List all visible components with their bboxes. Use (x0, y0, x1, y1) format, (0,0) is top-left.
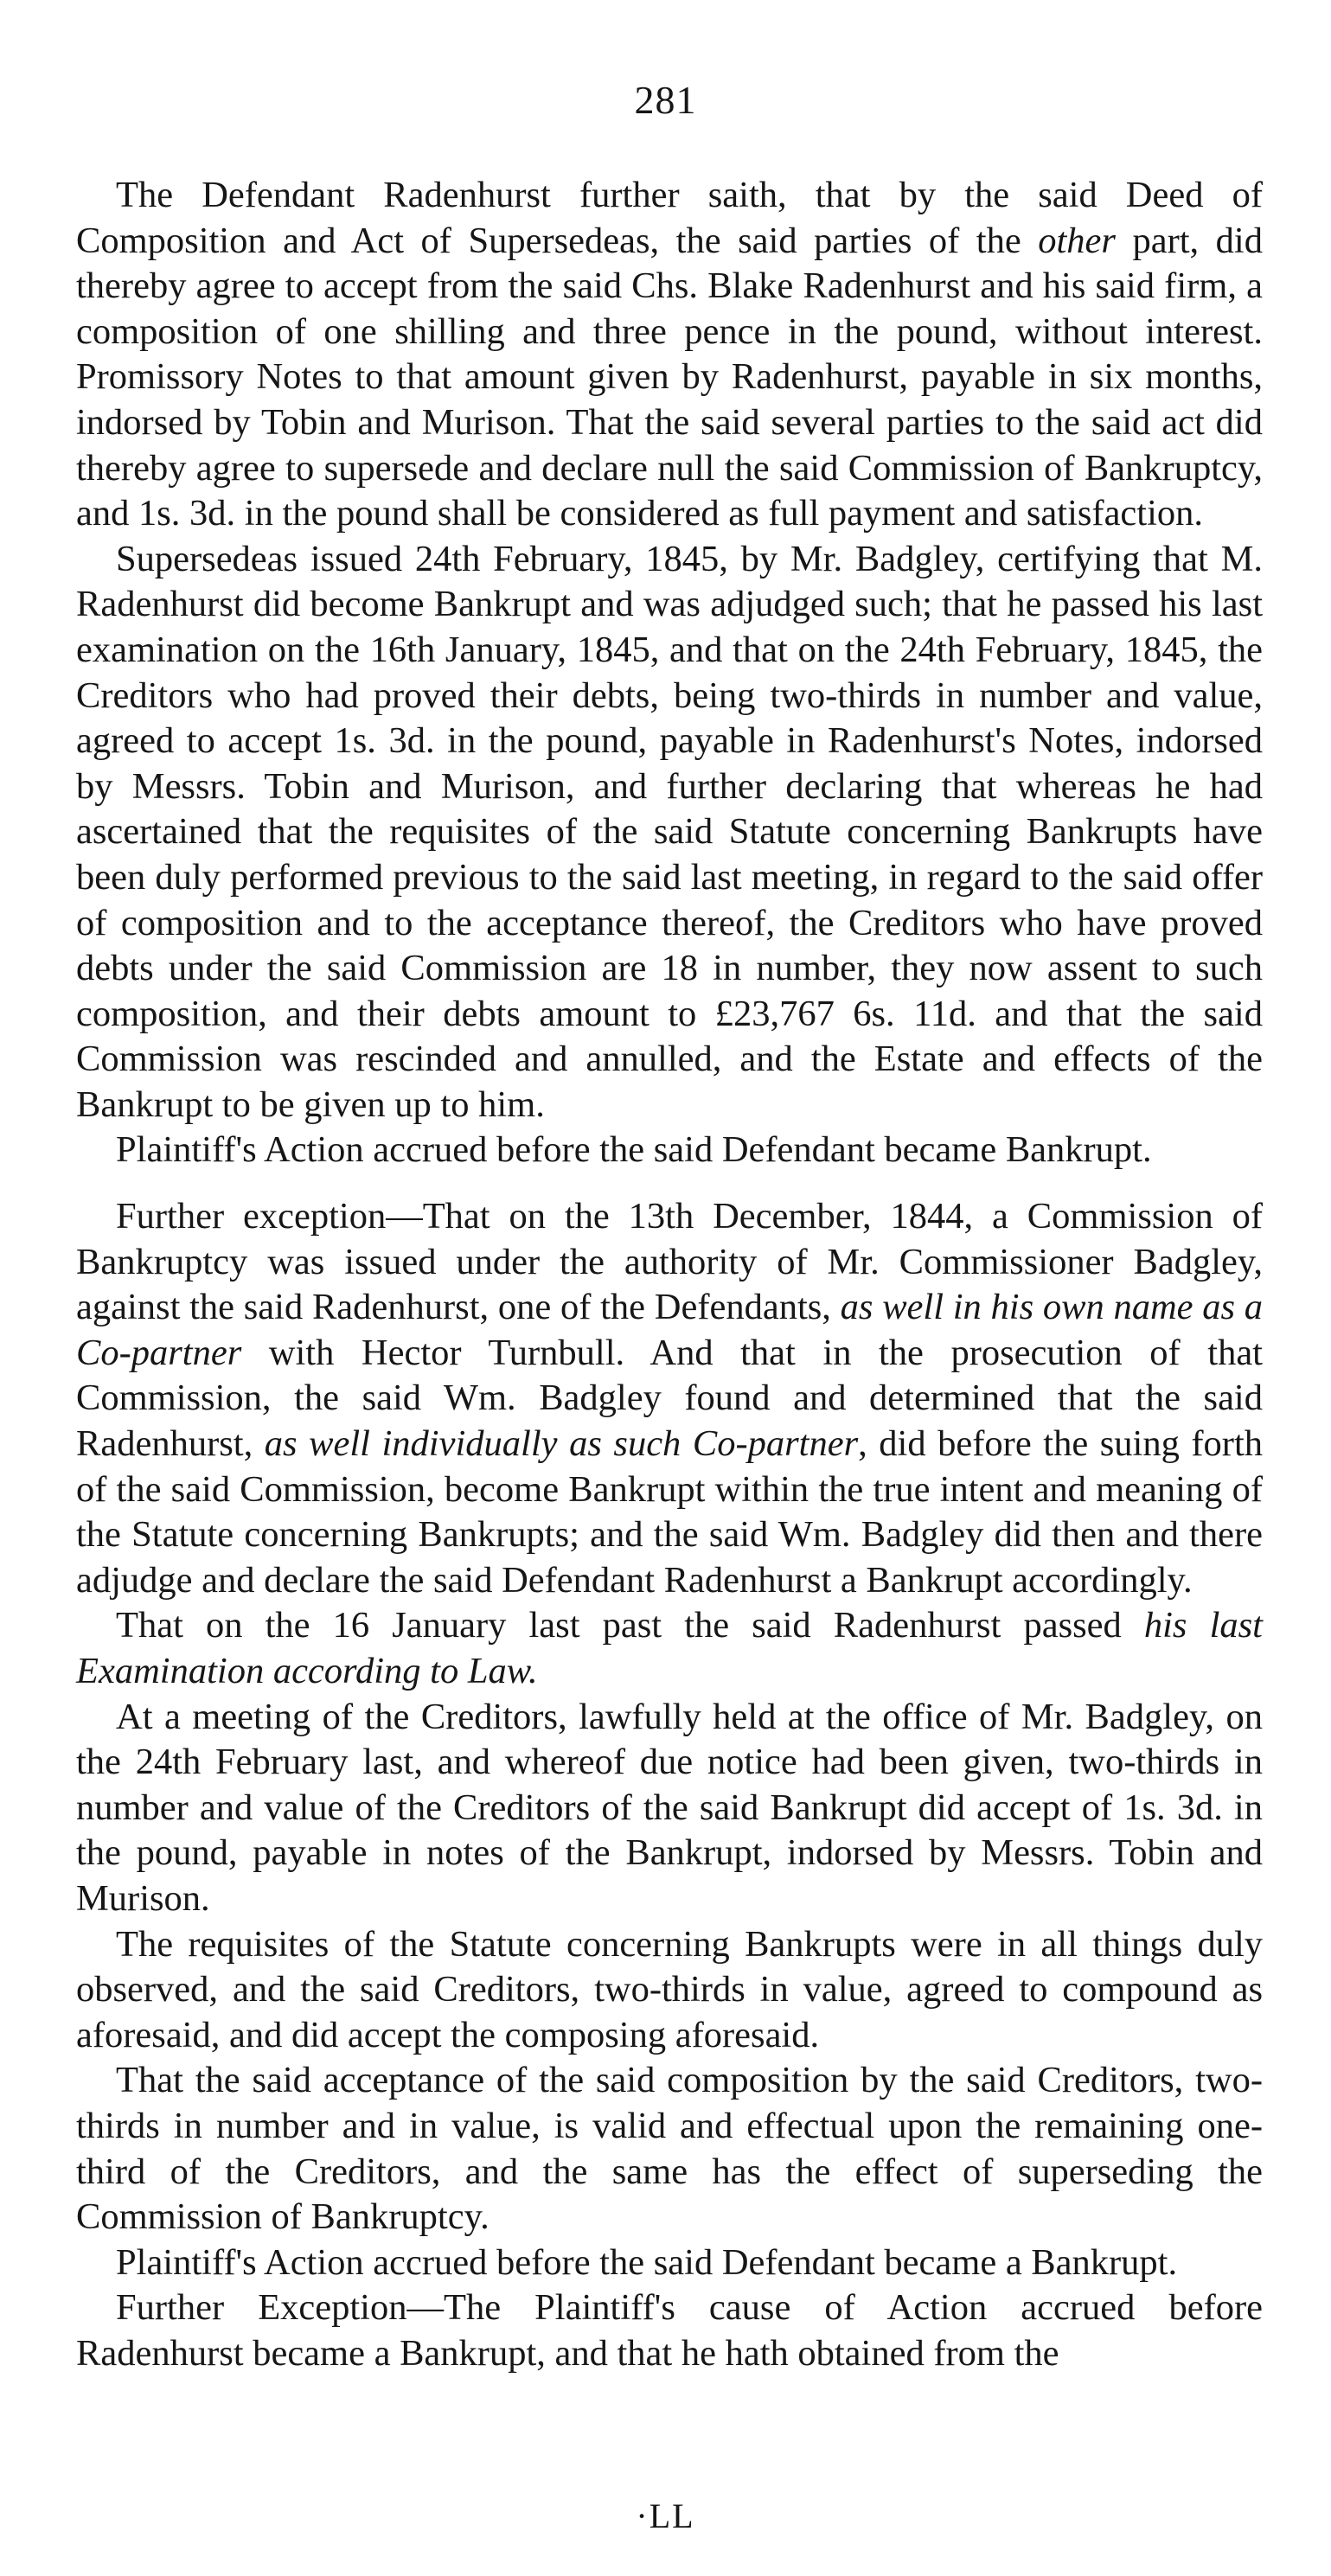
paragraph (76, 173, 1263, 537)
paragraph (76, 1128, 1263, 1173)
paragraph-text: Further exception—That on the 13th December, 1844, a Commission of Bankruptcy was issued under the authority of Mr. Commissioner Badgley, against the said Radenhurst, one of the Defendants, (76, 1196, 1263, 1328)
body-text (76, 173, 1263, 2377)
italic-text: as well individually as such Co-partner (264, 1423, 859, 1465)
paragraph (76, 1922, 1263, 2059)
paragraph (76, 2240, 1263, 2286)
paragraph-text: Further Exception—The Plaintiff's cause of Action accrued before Radenhurst became a Bankrupt, and that he hath obtained from the (76, 2287, 1263, 2374)
paragraph (76, 1194, 1263, 1603)
italic-text: other (1038, 220, 1116, 261)
paragraph (76, 1603, 1263, 1694)
page-number: 281 (634, 78, 697, 122)
paragraph-text: The requisites of the Statute concerning Bankrupts were in all things duly observed, and the said Creditors, two-thirds in value, agreed to compound as aforesaid, and did accept the composing aforesaid. (76, 1923, 1263, 2055)
signature-mark: ·LL (636, 2496, 695, 2535)
italic-text: his last Examination according to Law. (76, 1605, 1263, 1691)
paragraph (76, 2058, 1263, 2240)
paragraph-text: , did before the suing forth of the said Commission, become Bankrupt within the true intent and meaning of the Statute concerning Bankrupts; and the said Wm. Badgley did then and there adjudge and declare the said Defendant Radenhurst a Bankrupt accordingly. (76, 1423, 1263, 1601)
paragraph-text: part, did thereby agree to accept from the said Chs. Blake Radenhurst and his said firm, a composition of one shilling and three pence in the pound, without interest. Promissory Notes to that amount given by Radenhurst, payable in six months, indorsed by Tobin and Murison. That the said several parties to the said act did thereby agree to supersede and declare null the said Commission of Bankruptcy, and 1s. 3d. in the pound shall be considered as full payment and satisfaction. (76, 220, 1263, 534)
paragraph-text: At a meeting of the Creditors, lawfully held at the office of Mr. Badgley, on the 24th February last, and whereof due notice had been given, two-thirds in number and value of the Creditors of the said Bankrupt did accept of 1s. 3d. in the pound, payable in notes of the Bankrupt, indorsed by Messrs. Tobin and Murison. (76, 1696, 1263, 1919)
paragraph-text: Supersedeas issued 24th February, 1845, by Mr. Badgley, certifying that M. Radenhurst did become Bankrupt and was adjudged such; that he passed his last examination on the 16th January, 1845, and that on the 24th February, 1845, the Creditors who had proved their debts, being two-thirds in number and value, agreed to accept 1s. 3d. in the pound, payable in Radenhurst's Notes, indorsed by Messrs. Tobin and Murison, and further declaring that whereas he had ascertained that the requisites of the said Statute concerning Bankrupts have been duly performed previous to the said last meeting, in regard to the said offer of composition and to the acceptance thereof, the Creditors who have proved debts under the said Commission are 18 in number, they now assent to such composition, and their debts amount to £23,767 6s. 11d. and that the said Commission was rescinded and annulled, and the Estate and effects of the Bankrupt to be given up to him. (76, 538, 1263, 1125)
paragraph-text: That on the 16 January last past the said Radenhurst passed (116, 1605, 1144, 1646)
paragraph (76, 2285, 1263, 2376)
paragraph-text: That the said acceptance of the said composition by the said Creditors, two-thirds in number and in value, is valid and effectual upon the remaining one-third of the Creditors, and the same has the effect of superseding the Commission of Bankruptcy. (76, 2060, 1263, 2238)
paragraph (76, 537, 1263, 1128)
paragraph-text: Plaintiff's Action accrued before the said Defendant became Bankrupt. (116, 1129, 1152, 1171)
paragraph-text: The Defendant Radenhurst further saith, that by the said Deed of Composition and Act of Supersedeas, the said parties of the (76, 175, 1263, 261)
italic-text: as well in his own name as a Co-partner (76, 1287, 1264, 1373)
paragraph (76, 1695, 1263, 1922)
paragraph-text: Plaintiff's Action accrued before the said Defendant became a Bankrupt. (116, 2241, 1178, 2283)
paragraph-text: with Hector Turnbull. And that in the prosecution of that Commission, the said Wm. Badgley found and determined that the said Radenhurst, (76, 1332, 1263, 1465)
